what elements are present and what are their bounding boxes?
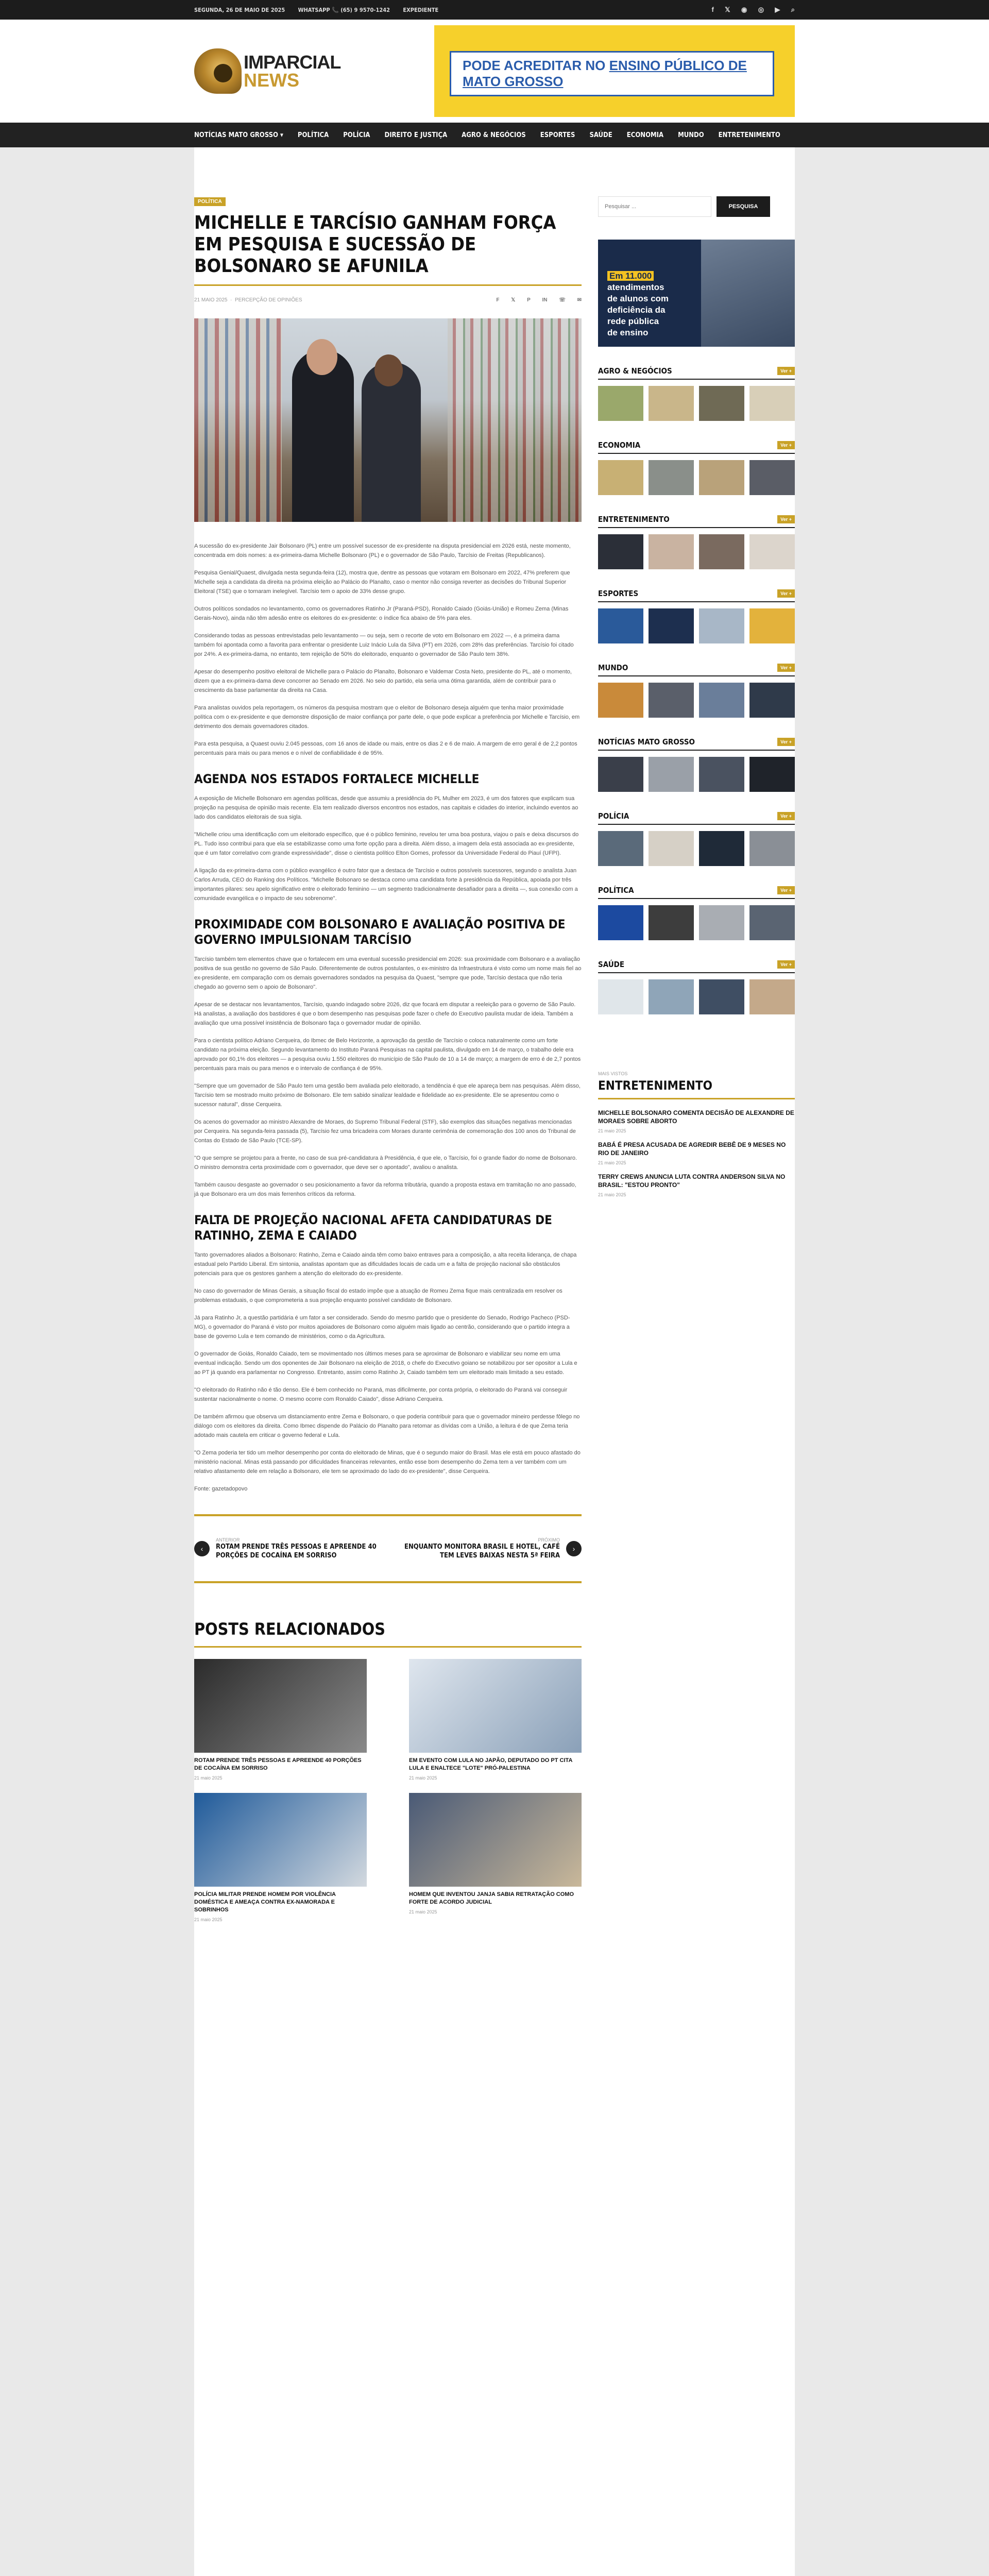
- section-thumbnail[interactable]: [598, 683, 643, 718]
- expediente-link[interactable]: EXPEDIENTE: [403, 7, 439, 13]
- header-ad-banner[interactable]: [434, 25, 795, 117]
- share-linkedin-icon[interactable]: IN: [542, 297, 548, 303]
- section-thumbnail[interactable]: [649, 534, 694, 569]
- section-thumbnails: [598, 757, 795, 792]
- sidebar-section: [598, 737, 795, 792]
- section-thumbnail[interactable]: [749, 534, 795, 569]
- chevron-right-icon: ›: [566, 1541, 582, 1556]
- share-email-icon[interactable]: ✉: [577, 297, 582, 303]
- paragraph: Os acenos do governador ao ministro Alexandre de Moraes, do Supremo Tribunal Federal (STF), são exemplos das situações negativas mencionadas por Cerqueira. Na segunda-feira passada (5), Tarcísio fez uma bricadeira com Moraes durante cerimônia de comemoração dos 100 anos do Tribunal de Contas do Estado de São Paulo (TCE-SP).: [194, 1119, 576, 1144]
- section-thumbnail[interactable]: [749, 831, 795, 866]
- sidebar-section: [598, 811, 795, 866]
- section-header: [598, 960, 795, 973]
- whatsapp-link[interactable]: WHATSAPP 📞 (65) 9 9570-1242: [298, 7, 390, 13]
- section-thumbnail[interactable]: [699, 831, 744, 866]
- article-date: 21 MAIO 2025: [194, 297, 228, 303]
- section-thumbnails: [598, 683, 795, 718]
- search-form: [598, 196, 795, 217]
- section-thumbnail[interactable]: [749, 386, 795, 421]
- section-thumbnail[interactable]: [598, 831, 643, 866]
- section-title[interactable]: ENTRETENIMENTO: [598, 515, 670, 524]
- section-thumbnails: [598, 386, 795, 421]
- section-thumbnail[interactable]: [749, 757, 795, 792]
- paragraph: De também afirmou que observa um distanciamento entre Zema e Bolsonaro, o que poderia contribuir para que o governador mineiro perdesse fôlego no diálogo com os eleitores da direita. Como Ibmec dispende do Palácio do Planalto para retomar as dívidas com a União, a leitura é de que Zema teria adotado mais cautela em criticar o governo federal e Lula.: [194, 1414, 580, 1438]
- section-thumbnail[interactable]: [699, 460, 744, 495]
- twitter-icon[interactable]: 𝕏: [725, 6, 730, 13]
- nav-item[interactable]: AGRO & NEGÓCIOS: [462, 131, 526, 139]
- section-heading: FALTA DE PROJEÇÃO NACIONAL AFETA CANDIDATURAS DE RATINHO, ZEMA E CAIADO: [194, 1213, 552, 1243]
- section-title[interactable]: NOTÍCIAS MATO GROSSO: [598, 737, 695, 747]
- section-thumbnail[interactable]: [649, 608, 694, 643]
- related-divider: [194, 1646, 582, 1648]
- related-post-image: [409, 1793, 582, 1887]
- main-nav: [0, 123, 989, 147]
- related-grid: [194, 1659, 582, 1922]
- section-thumbnail[interactable]: [598, 534, 643, 569]
- nav-item[interactable]: POLÍTICA: [297, 131, 329, 139]
- section-thumbnail[interactable]: [649, 831, 694, 866]
- article-title: MICHELLE E TARCÍSIO GANHAM FORÇA EM PESQUISA E SUCESSÃO DE BOLSONARO SE AFUNILA: [194, 212, 556, 277]
- section-thumbnail[interactable]: [649, 460, 694, 495]
- sidebar-section: [598, 589, 795, 643]
- section-thumbnail[interactable]: [649, 905, 694, 940]
- section-thumbnails: [598, 979, 795, 1014]
- share-facebook-icon[interactable]: F: [496, 297, 500, 303]
- section-header: [598, 515, 795, 528]
- next-post[interactable]: PRÓXIMO ENQUANTO MONITORA BRASIL E HOTEL, CAFÉ TEM LEVES BAIXAS NESTA 5ª FEIRA ›: [396, 1537, 582, 1560]
- share-bar: [486, 297, 582, 303]
- section-more-button[interactable]: Ver +: [777, 367, 795, 375]
- nav-item[interactable]: MUNDO: [678, 131, 704, 139]
- section-heading: AGENDA NOS ESTADOS FORTALECE MICHELLE: [194, 772, 480, 786]
- section-more-button[interactable]: Ver +: [777, 738, 795, 746]
- paragraph: Também causou desgaste ao governador o seu posicionamento a favor da reforma tributária, quando a proposta estava em tramitação no ano passado, já que Bolsonaro era um dos mais ferrenhos críticos da reforma.: [194, 1182, 576, 1197]
- most-viewed: MAIS VISTOS ENTRETENIMENTO MICHELLE BOLSONARO COMENTA DECISÃO DE ALEXANDRE DE MORAES SOBRE ABORTO 21 maio 2025 BABÁ É PRESA ACUSADA DE AGREDIR BEBÊ DE 9 MESES NO RIO DE JANEIRO 21 maio 2025 TERRY CREWS ANUNCIA LUTA CONTRA ANDERSON SILVA NO BRASIL: "ESTOU PRONTO" 21 maio 2025: [598, 1071, 794, 1197]
- section-header: [598, 440, 795, 454]
- share-twitter-icon[interactable]: 𝕏: [511, 297, 516, 303]
- paragraph: "Michelle criou uma identificação com um eleitorado específico, que é o público feminino, revelou ter uma boa postura, viajou o país e deixa discursos do PL. Tudo isso contribui para que ela se estabilizasse como uma forte opção para a direita. Além disso, a imagem dela está associada ao ex-presidente, que é um fator correlativo com grande expressividade", disse o cientista político Elton Gomes, professor da Universidade Federal do Piauí (UFPI).: [194, 832, 579, 856]
- section-more-button[interactable]: Ver +: [777, 589, 795, 598]
- article-author[interactable]: PERCEPÇÃO DE OPINIÕES: [234, 297, 302, 303]
- section-thumbnail[interactable]: [598, 979, 643, 1014]
- facebook-icon[interactable]: f: [711, 6, 714, 13]
- section-thumbnail[interactable]: [598, 905, 643, 940]
- section-thumbnails: [598, 608, 795, 643]
- related-post-title[interactable]: EM EVENTO COM LULA NO JAPÃO, DEPUTADO DO PT CITA LULA E ENALTECE "LOTE" PRÓ-PALESTINA: [409, 1757, 572, 1771]
- section-thumbnail[interactable]: [598, 460, 643, 495]
- sidebar-ad-text: Em 11.000 atendimentos de alunos com deficiência da rede pública de ensino: [607, 271, 669, 337]
- share-whatsapp-icon[interactable]: ☏: [559, 297, 566, 303]
- related-post[interactable]: [409, 1793, 582, 1922]
- paragraph: Outros políticos sondados no levantamento, como os governadores Ratinho Jr (Paraná-PSD), Ronaldo Caiado (Goiás-União) e Romeu Zema (Minas Gerais-Novo), ainda não têm adesão entre os eleitores do ex-presidente: o índice fica abaixo de 5% para eles.: [194, 606, 569, 621]
- section-more-button[interactable]: Ver +: [777, 886, 795, 894]
- section-more-button[interactable]: Ver +: [777, 960, 795, 969]
- section-title[interactable]: AGRO & NEGÓCIOS: [598, 366, 672, 376]
- sidebar-section: [598, 366, 795, 421]
- paragraph: O governador de Goiás, Ronaldo Caiado, tem se movimentado nos últimos meses para se aproximar de Bolsonaro e viabilizar seu nome em uma eventual indicação. Sendo um dos oponentes de Jair Bolsonaro na eleição de 2018, o chefe do Executivo goiano se notabilizou por ser opositor a Lula e ao PT já quando era parlamentar no Congresso. Entretanto, assim como Ratinho Jr, Caiado também tem um eleitorado mais limitado a seu estado.: [194, 1351, 577, 1376]
- section-title[interactable]: MUNDO: [598, 663, 628, 672]
- paragraph: Para esta pesquisa, a Quaest ouviu 2.045 pessoas, com 16 anos de idade ou mais, entre os dias 2 e 6 de maio. A margem de erro geral é de 2,2 pontos percentuais para mais ou para menos e o nível de confiabilidade é de 95%.: [194, 741, 577, 756]
- related-post[interactable]: [194, 1659, 367, 1781]
- section-thumbnail[interactable]: [699, 534, 744, 569]
- article-hero-image: [194, 318, 582, 522]
- section-thumbnails: [598, 460, 795, 495]
- related-post[interactable]: [409, 1659, 582, 1781]
- nav-item[interactable]: POLÍCIA: [343, 131, 370, 139]
- nav-item[interactable]: SAÚDE: [589, 131, 612, 139]
- paragraph: Tanto governadores aliados a Bolsonaro: Ratinho, Zema e Caiado ainda têm como baixo entraves para a composição, a alta receita liderança, de chapa estadual pelo Partido Liberal. Em sintonia, analistas apontam que as dificuldades locais de cada um e a falta de projeção nacional são obstáculos potenciais para que os gestores ganhem a atenção do eleitorado do ex-presidente.: [194, 1252, 577, 1277]
- post-navigation: [194, 1514, 582, 1583]
- section-thumbnail[interactable]: [598, 608, 643, 643]
- section-header: [598, 886, 795, 899]
- sidebar-section: [598, 960, 795, 1014]
- nav-item[interactable]: ESPORTES: [540, 131, 575, 139]
- logo-text-2: NEWS: [244, 70, 299, 91]
- section-thumbnail[interactable]: [699, 683, 744, 718]
- section-heading: PROXIMIDADE COM BOLSONARO E AVALIAÇÃO POSITIVA DE GOVERNO IMPULSIONAM TARCÍSIO: [194, 917, 566, 947]
- paragraph: A ligação da ex-primeira-dama com o público evangélico é outro fator que a destaca de Tarcísio e outros possíveis sucessores, segundo o analista Juan Carlos Arruda, CEO do Ranking dos Políticos. "Michelle Bolsonaro se destaca como uma candidata forte à presidência da República, apoiada por três importantes pilares: seu apelo significativo entre o eleitorado feminino — um segmento tradicionalmente desafiador para a direita —, sua conexão com a comunidade evangélica e o impacto de seu sobrenome".: [194, 868, 578, 902]
- most-viewed-title[interactable]: TERRY CREWS ANUNCIA LUTA CONTRA ANDERSON SILVA NO BRASIL: "ESTOU PRONTO": [598, 1173, 786, 1189]
- section-header: [598, 589, 795, 602]
- paragraph: No caso do governador de Minas Gerais, a situação fiscal do estado impõe que a atuação de Romeu Zema fique mais centralizada em resolver os problemas estaduais, o que comprometeria a sua projeção enquanto possível candidato de Bolsonaro.: [194, 1288, 562, 1303]
- section-thumbnail[interactable]: [749, 608, 795, 643]
- related-post-image: [194, 1659, 367, 1753]
- section-thumbnail[interactable]: [649, 683, 694, 718]
- related-post-date: 21 maio 2025: [194, 1917, 223, 1922]
- article: [194, 196, 582, 1922]
- section-thumbnails: [598, 905, 795, 940]
- paragraph: Pesquisa Genial/Quaest, divulgada nesta segunda-feira (12), mostra que, dentre as pessoas que votaram em Bolsonaro em 2022, 47% preferem que Michelle seja a candidata da direita na próxima eleição ao Palácio do Planalto, caso o mentor não consiga reverter as decisões do Tribunal Superior Eleitoral (TSE) que o tornaram inelegível. Tarcísio tem o apoio de 33% desse grupo.: [194, 570, 570, 595]
- section-title[interactable]: POLÍTICA: [598, 886, 634, 895]
- sidebar-section: [598, 515, 795, 569]
- section-thumbnail[interactable]: [749, 460, 795, 495]
- title-divider: [194, 284, 582, 286]
- section-title[interactable]: ESPORTES: [598, 589, 639, 598]
- paragraph: Tarcísio também tem elementos chave que o fortalecem em uma eventual sucessão presidencial em 2026: sua proximidade com Bolsonaro e a avaliação positiva de sua gestão no governo de São Paulo. Diferentemente de outros postulantes, o ex-ministro da Infraestrutura é visto como um nome mais fiel ao ex-presidente, em comparação com os demais governadores sondados na pesquisa da Quaest, "sempre que pode, Tarcísio destaca que não teria chegado ao governo sem o apoio de Bolsonaro".: [194, 956, 582, 990]
- topbar: [0, 0, 989, 20]
- sidebar-section: [598, 440, 795, 495]
- chevron-left-icon: ‹: [194, 1541, 210, 1556]
- lion-logo-icon: [194, 48, 242, 94]
- section-header: [598, 663, 795, 676]
- related-post-date: 21 maio 2025: [409, 1909, 437, 1914]
- paragraph: Apesar de se destacar nos levantamentos, Tarcísio, quando indagado sobre 2026, diz que focará em disputar a reeleição para o governo de São Paulo. Há analistas, a avaliação dos bastidores é que o bom desempenho nas pesquisas pode fazer o chefe do Executivo paulista mudar de ideia. Também a avaliação que uma possível insistência de Bolsonaro faça o governador mudar de opinião.: [194, 1002, 576, 1026]
- section-more-button[interactable]: Ver +: [777, 812, 795, 820]
- section-header: [598, 811, 795, 825]
- section-thumbnails: [598, 534, 795, 569]
- most-viewed-date: 21 maio 2025: [598, 1192, 626, 1197]
- nav-item[interactable]: ENTRETENIMENTO: [718, 131, 780, 139]
- section-thumbnail[interactable]: [699, 608, 744, 643]
- section-more-button[interactable]: Ver +: [777, 515, 795, 523]
- section-thumbnail[interactable]: [649, 386, 694, 421]
- section-thumbnails: [598, 831, 795, 866]
- related-post-image: [194, 1793, 367, 1887]
- rss-icon[interactable]: ◉: [741, 6, 747, 13]
- share-pinterest-icon[interactable]: P: [527, 297, 531, 303]
- sidebar-section: [598, 886, 795, 940]
- related-post-date: 21 maio 2025: [194, 1775, 223, 1781]
- sidebar: [598, 196, 795, 1197]
- related-post-image: [409, 1659, 582, 1753]
- section-thumbnail[interactable]: [699, 386, 744, 421]
- section-header: [598, 737, 795, 751]
- paragraph: Já para Ratinho Jr, a questão partidária é um fator a ser considerado. Sendo do mesmo partido que o presidente do Senado, Rodrigo Pacheco (PSD-MG), o governador do Paraná é visto por muitos apoiadores de Bolsonaro como alguém mais ligado ao centrão, considerando que o partido integra a base de governo Lula e tem comando de ministérios, como o da Agricultura.: [194, 1315, 570, 1340]
- sidebar-section: [598, 663, 795, 718]
- paragraph: "O eleitorado do Ratinho não é tão denso. Ele é bem conhecido no Paraná, mas dificilmente, por conta própria, o eleitorado do Paraná vai conseguir sustentar nacionalmente o nome. O mesmo ocorre com Ronaldo Caiado", disse Adriano Cerqueira.: [194, 1387, 568, 1402]
- section-thumbnail[interactable]: [598, 386, 643, 421]
- section-thumbnail[interactable]: [649, 757, 694, 792]
- section-thumbnail[interactable]: [699, 905, 744, 940]
- article-meta: 21 MAIO 2025 · PERCEPÇÃO DE OPINIÕES F 𝕏 P IN ☏ ✉: [194, 297, 582, 303]
- related-post-title[interactable]: HOMEM QUE INVENTOU JANJA SABIA RETRATAÇÃO COMO FORTE DE ACORDO JUDICIAL: [409, 1891, 574, 1905]
- section-title[interactable]: POLÍCIA: [598, 811, 629, 821]
- site-logo[interactable]: [194, 48, 340, 94]
- paragraph: "O que sempre se projetou para a frente, no caso de sua pré-candidatura à Presidência, é que ele, o Tarcísio, foi o grande fiador do nome de Bolsonaro. O ministro demonstra certa proximidade com o governador, que deve ser o apontado", avaliou o analista.: [194, 1155, 577, 1171]
- related-post-date: 21 maio 2025: [409, 1775, 437, 1781]
- paragraph: "O Zema poderia ter tido um melhor desempenho por conta do eleitorado de Minas, que é o segundo maior do Brasil. Mas ele está em pouco afastado do ministério nacional. Minas está passando por dificuldades financeiras relevantes, então esse bom desempenho do Zema tem a ver também com um relativo afastamento dele em relação a Bolsonaro, ele tem se aproximado do lado do ex-presidente", disse Cerqueira.: [194, 1450, 581, 1475]
- most-viewed-date: 21 maio 2025: [598, 1160, 626, 1165]
- section-thumbnail[interactable]: [749, 905, 795, 940]
- section-thumbnail[interactable]: [699, 757, 744, 792]
- most-viewed-title[interactable]: MICHELLE BOLSONARO COMENTA DECISÃO DE ALEXANDRE DE MORAES SOBRE ABORTO: [598, 1109, 794, 1125]
- paragraph: "Sempre que um governador de São Paulo tem uma gestão bem avaliada pelo eleitorado, a tendência é que ele apareça bem nas pesquisas. Além disso, Tarcísio tem se mostrado muito próximo de Bolsonaro. Ele tem sabido sinalizar lealdade e fidelidade ao ex-presidente. Ele se apresentou como o sucessor natural", disse Cerqueira.: [194, 1083, 581, 1108]
- section-header: [598, 366, 795, 380]
- search-icon[interactable]: ⌕: [791, 6, 795, 13]
- search-input[interactable]: [598, 196, 711, 217]
- section-thumbnail[interactable]: [649, 979, 694, 1014]
- section-title[interactable]: SAÚDE: [598, 960, 625, 969]
- page-content: [194, 147, 795, 2576]
- nav-item[interactable]: NOTÍCIAS MATO GROSSO ▾: [194, 131, 283, 139]
- sidebar-ad[interactable]: [598, 240, 795, 347]
- category-badge[interactable]: POLÍTICA: [194, 197, 226, 206]
- section-more-button[interactable]: Ver +: [777, 664, 795, 672]
- paragraph: Considerando todas as pessoas entrevistadas pelo levantamento — ou seja, sem o recorte de voto em Bolsonaro em 2022 —, é a primeira dama também foi apontada como a favorita para enfrentar o presidente Luiz Inácio Lula da Silva (PT) em 2026, com 28% das preferências. Tarcísio foi citado por 24%. A ex-primeira-dama, no entanto, tem rejeição de 50% do eleitorado, enquanto o governador de São Paulo tem 38%.: [194, 633, 574, 657]
- section-more-button[interactable]: Ver +: [777, 441, 795, 449]
- logo-text-1: IMPARCIAL: [244, 52, 341, 73]
- related-heading: POSTS RELACIONADOS: [194, 1619, 385, 1639]
- related-post-title[interactable]: POLÍCIA MILITAR PRENDE HOMEM POR VIOLÊNCIA DOMÉSTICA E AMEAÇA CONTRA EX-NAMORADA E SOBRINHOS: [194, 1891, 336, 1913]
- section-thumbnail[interactable]: [699, 979, 744, 1014]
- ad-text: PODE ACREDITAR NO ENSINO PÚBLICO DE MATO GROSSO: [450, 51, 774, 96]
- instagram-icon[interactable]: ◎: [758, 6, 764, 13]
- paragraph: A exposição de Michelle Bolsonaro em agendas políticas, desde que assumiu a presidência do PL Mulher em 2023, é um dos fatores que explicam sua projeção na pesquisa de opinião mais recente. Ela tem realizado diversos encontros nos estados, nas capitais e cidades do interior, incluindo eventos ao lado dos candidatos eleitorais de sua sigla.: [194, 795, 578, 820]
- article-body: [194, 541, 582, 1494]
- related-post[interactable]: [194, 1793, 367, 1922]
- nav-item[interactable]: ECONOMIA: [626, 131, 664, 139]
- date-text: SEGUNDA, 26 DE MAIO DE 2025: [194, 7, 285, 13]
- paragraph: Apesar do desempenho positivo eleitoral de Michelle para o Palácio do Planalto, Bolsonaro e Valdemar Costa Neto, presidente do PL, até o momento, dizem que a ex-primeira-dama deve concorrer ao Senado em 2026. No seio do partido, ela seria uma ótima garantida, além de contribuir para o crescimento da base parlamentar da direita na Casa.: [194, 669, 572, 693]
- search-button[interactable]: PESQUISA: [717, 196, 770, 217]
- youtube-icon[interactable]: ▶: [775, 6, 780, 13]
- paragraph: Fonte: gazetadopovo: [194, 1486, 248, 1492]
- paragraph: A sucessão do ex-presidente Jair Bolsonaro (PL) entre um possível sucessor de ex-presidente na disputa presidencial em 2026 está, neste momento, concentrada em dois nomes: a ex-primeira-dama Michelle Bolsonaro (PL) e o governador de São Paulo, Tarcísio de Freitas (Republicanos).: [194, 543, 571, 558]
- section-thumbnail[interactable]: [598, 757, 643, 792]
- paragraph: Para analistas ouvidos pela reportagem, os números da pesquisa mostram que o eleitor de Bolsonaro deseja alguém que tenha maior proximidade política com o ex-presidente e que demonstre disposição de maior confiança por parte dele, o que pode explicar a preferência por Michelle e Tarcísio, em detrimento dos demais governadores citados.: [194, 705, 580, 730]
- section-thumbnail[interactable]: [749, 979, 795, 1014]
- header: [0, 20, 989, 123]
- prev-post[interactable]: ‹ ANTERIOR ROTAM PRENDE TRÊS PESSOAS E APREENDE 40 PORÇÕES DE COCAÍNA EM SORRISO: [194, 1537, 380, 1560]
- section-title[interactable]: ECONOMIA: [598, 440, 641, 450]
- section-thumbnail[interactable]: [749, 683, 795, 718]
- most-viewed-date: 21 maio 2025: [598, 1128, 626, 1133]
- most-viewed-title[interactable]: BABÁ É PRESA ACUSADA DE AGREDIR BEBÊ DE 9 MESES NO RIO DE JANEIRO: [598, 1141, 786, 1157]
- related-post-title[interactable]: ROTAM PRENDE TRÊS PESSOAS E APREENDE 40 PORÇÕES DE COCAÍNA EM SORRISO: [194, 1757, 362, 1771]
- nav-item[interactable]: DIREITO E JUSTIÇA: [384, 131, 448, 139]
- paragraph: Para o cientista político Adriano Cerqueira, do Ibmec de Belo Horizonte, a aprovação da gestão de Tarcísio o coloca naturalmente como um forte candidato na próxima eleição. Segundo levantamento do Instituto Paraná Pesquisas na capital paulista, divulgado em 14 de março, o trabalho dele era aprovado por 60,1% dos eleitores — a pesquisa ouviu 1.550 eleitores do município de São Paulo de 10 a 14 de março; a margem de erro é de 2,7 pontos percentuais para mais ou para menos e o intervalo de confiança é de 95%.: [194, 1038, 581, 1072]
